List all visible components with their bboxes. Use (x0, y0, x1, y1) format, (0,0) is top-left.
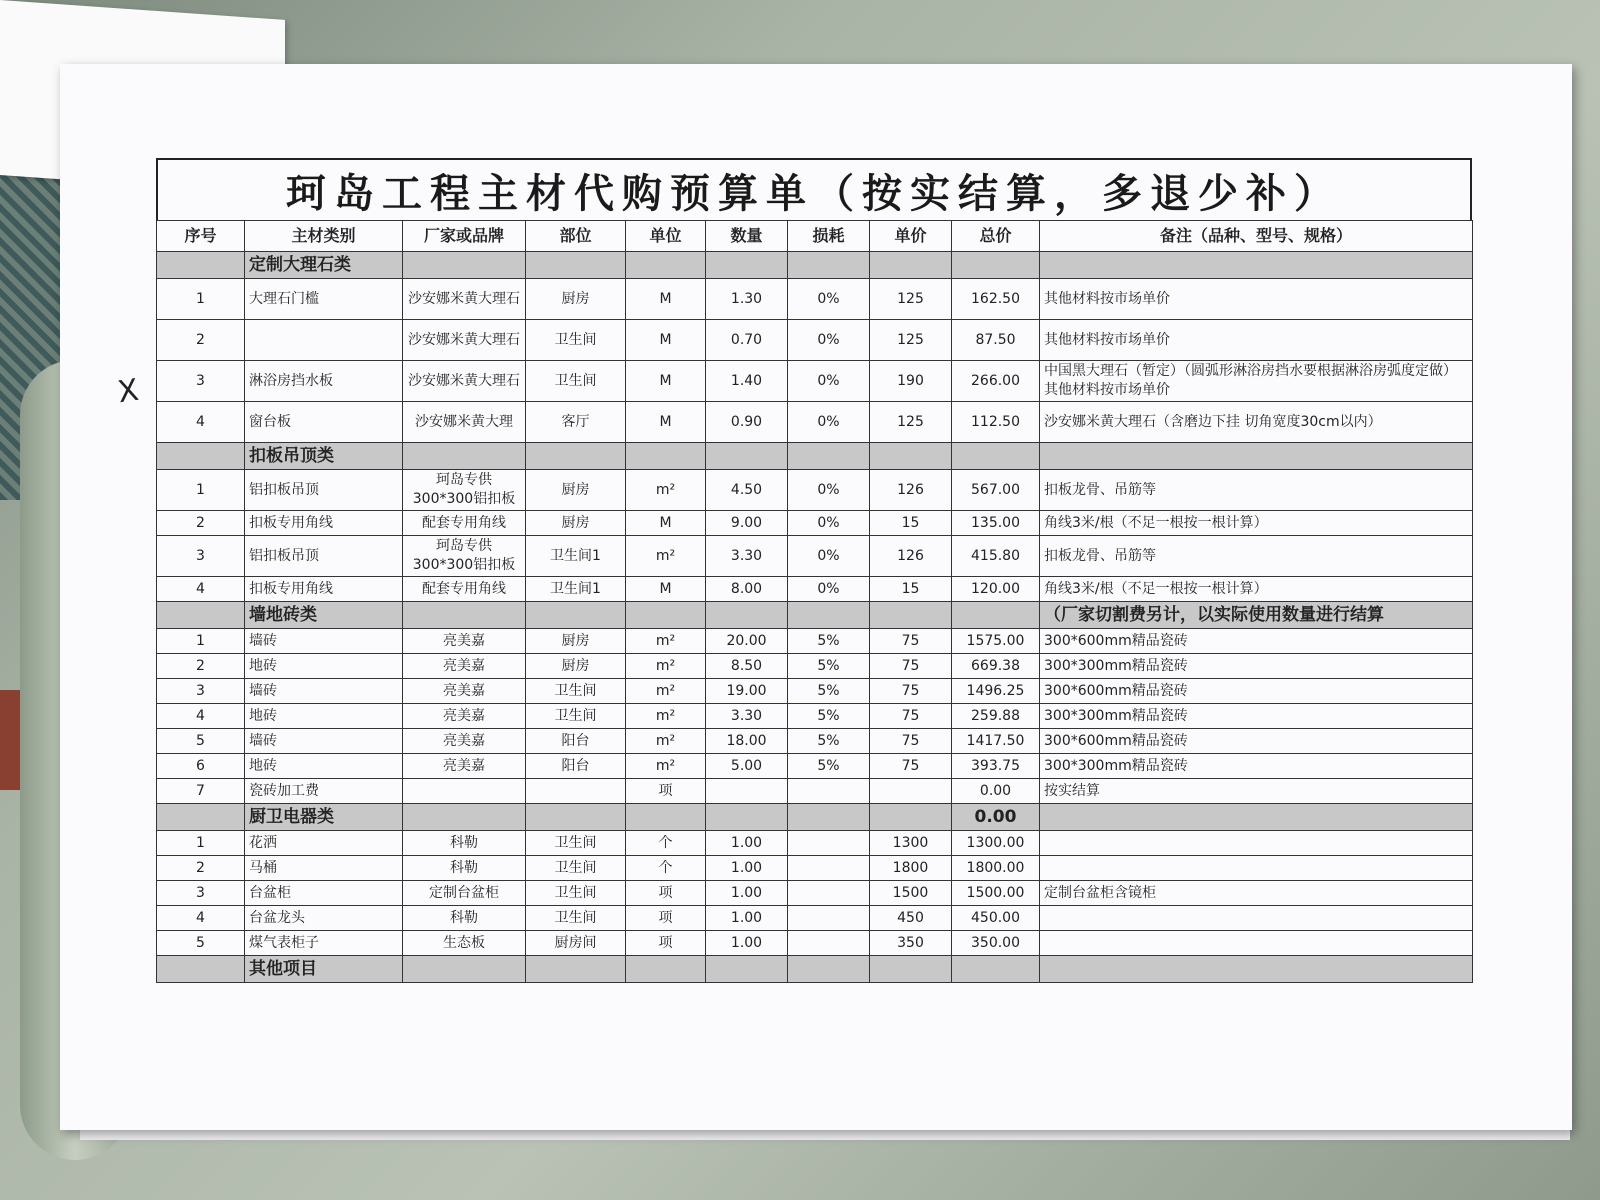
section-note (1040, 804, 1473, 831)
cell-unit: M (626, 279, 706, 320)
section-cell (403, 804, 526, 831)
cell-qty: 3.30 (706, 704, 788, 729)
cell-no: 3 (157, 536, 245, 577)
cell-price: 126 (870, 536, 952, 577)
table-row (157, 754, 1473, 779)
cell-remark: 300*300mm精品瓷砖 (1040, 754, 1473, 779)
cell-qty: 9.00 (706, 511, 788, 536)
cell-qty: 4.50 (706, 470, 788, 511)
cell-brand: 珂岛专供300*300铝扣板 (403, 536, 526, 577)
cell-price: 1800 (870, 856, 952, 881)
cell-unit: m² (626, 754, 706, 779)
section-name: 定制大理石类 (245, 252, 403, 279)
cell-unit: m² (626, 704, 706, 729)
cell-price: 190 (870, 361, 952, 402)
cell-remark: 300*600mm精品瓷砖 (1040, 729, 1473, 754)
cell-no: 4 (157, 906, 245, 931)
cell-brand (403, 779, 526, 804)
cell-loc: 卫生间1 (526, 577, 626, 602)
cell-loc: 卫生间 (526, 831, 626, 856)
cell-price: 125 (870, 402, 952, 443)
cell-loc: 卫生间 (526, 361, 626, 402)
cell-brand: 亮美嘉 (403, 729, 526, 754)
budget-sheet-paper (60, 64, 1572, 1130)
cell-loss: 5% (788, 704, 870, 729)
cell-cat: 煤气表柜子 (245, 931, 403, 956)
cell-qty (706, 779, 788, 804)
cell-no: 2 (157, 856, 245, 881)
cell-total: 450.00 (952, 906, 1040, 931)
section-cell (706, 252, 788, 279)
cell-brand: 沙安娜米黄大理石 (403, 320, 526, 361)
cell-unit: 项 (626, 881, 706, 906)
section-cell (870, 804, 952, 831)
section-cell (788, 602, 870, 629)
cell-total: 162.50 (952, 279, 1040, 320)
cell-price: 125 (870, 320, 952, 361)
cell-remark: 扣板龙骨、吊筋等 (1040, 470, 1473, 511)
section-cell (626, 602, 706, 629)
cell-loc: 厨房 (526, 470, 626, 511)
cell-price: 75 (870, 679, 952, 704)
cell-brand: 科勒 (403, 831, 526, 856)
cell-loss: 0% (788, 320, 870, 361)
section-cell (870, 602, 952, 629)
section-cell (526, 804, 626, 831)
column-header: 备注（品种、型号、规格） (1040, 221, 1473, 252)
cell-total: 1496.25 (952, 679, 1040, 704)
section-cell (870, 956, 952, 983)
cell-loss: 0% (788, 470, 870, 511)
cell-remark (1040, 931, 1473, 956)
section-cell (626, 804, 706, 831)
cell-loc: 卫生间 (526, 856, 626, 881)
cell-loss (788, 881, 870, 906)
table-row (157, 881, 1473, 906)
cell-no: 1 (157, 279, 245, 320)
cell-cat: 台盆龙头 (245, 906, 403, 931)
cell-unit: m² (626, 729, 706, 754)
cell-unit: m² (626, 470, 706, 511)
cell-no: 7 (157, 779, 245, 804)
cell-brand: 科勒 (403, 856, 526, 881)
cell-loss (788, 831, 870, 856)
table-row (157, 511, 1473, 536)
section-note: （厂家切割费另计，以实际使用数量进行结算 (1040, 602, 1473, 629)
cell-total: 87.50 (952, 320, 1040, 361)
section-cell (788, 443, 870, 470)
cell-remark: 其他材料按市场单价 (1040, 279, 1473, 320)
cell-no: 3 (157, 881, 245, 906)
cell-total: 1417.50 (952, 729, 1040, 754)
table-row (157, 320, 1473, 361)
cell-qty: 1.00 (706, 881, 788, 906)
cell-cat: 铝扣板吊顶 (245, 470, 403, 511)
cell-brand: 沙安娜米黄大理石 (403, 279, 526, 320)
table-row (157, 729, 1473, 754)
section-cell (626, 956, 706, 983)
cell-cat: 淋浴房挡水板 (245, 361, 403, 402)
cell-brand: 科勒 (403, 906, 526, 931)
section-cell (526, 602, 626, 629)
cell-brand: 沙安娜米黄大理石 (403, 361, 526, 402)
cell-cat: 马桶 (245, 856, 403, 881)
cell-qty: 20.00 (706, 629, 788, 654)
cell-qty: 5.00 (706, 754, 788, 779)
section-total: 0.00 (952, 804, 1040, 831)
table-row (157, 931, 1473, 956)
cell-remark (1040, 831, 1473, 856)
cell-cat: 台盆柜 (245, 881, 403, 906)
cell-qty: 0.90 (706, 402, 788, 443)
section-cell (870, 443, 952, 470)
cell-remark: 沙安娜米黄大理石（含磨边下挂 切角宽度30cm以内） (1040, 402, 1473, 443)
cell-unit: m² (626, 536, 706, 577)
cell-loc: 厨房间 (526, 931, 626, 956)
cell-brand: 生态板 (403, 931, 526, 956)
cell-cat: 花洒 (245, 831, 403, 856)
cell-loc: 卫生间 (526, 704, 626, 729)
cell-total: 1500.00 (952, 881, 1040, 906)
cell-qty: 3.30 (706, 536, 788, 577)
cell-remark: 300*300mm精品瓷砖 (1040, 704, 1473, 729)
cell-brand: 亮美嘉 (403, 679, 526, 704)
cell-remark: 300*300mm精品瓷砖 (1040, 654, 1473, 679)
budget-table-wrapper (156, 158, 1472, 983)
cell-brand: 配套专用角线 (403, 577, 526, 602)
cell-brand: 配套专用角线 (403, 511, 526, 536)
cell-total: 135.00 (952, 511, 1040, 536)
cell-qty: 8.00 (706, 577, 788, 602)
section-cell (526, 443, 626, 470)
cell-loc (526, 779, 626, 804)
cell-price: 1500 (870, 881, 952, 906)
cell-loc: 客厅 (526, 402, 626, 443)
cell-unit: m² (626, 654, 706, 679)
section-cell (706, 804, 788, 831)
section-cell (788, 252, 870, 279)
cell-remark: 中国黑大理石（暂定）（圆弧形淋浴房挡水要根据淋浴房弧度定做）其他材料按市场单价 (1040, 361, 1473, 402)
cell-cat: 墙砖 (245, 629, 403, 654)
section-name: 其他项目 (245, 956, 403, 983)
cell-qty: 0.70 (706, 320, 788, 361)
cell-price: 75 (870, 754, 952, 779)
cell-no: 2 (157, 320, 245, 361)
cell-loc: 厨房 (526, 511, 626, 536)
cell-price: 450 (870, 906, 952, 931)
cell-loss: 0% (788, 361, 870, 402)
cell-unit: 个 (626, 831, 706, 856)
column-header: 部位 (526, 221, 626, 252)
cell-no: 1 (157, 831, 245, 856)
cell-loc: 卫生间1 (526, 536, 626, 577)
cell-total: 669.38 (952, 654, 1040, 679)
cell-qty: 18.00 (706, 729, 788, 754)
cell-loss: 0% (788, 402, 870, 443)
column-header: 数量 (706, 221, 788, 252)
section-cell (526, 956, 626, 983)
cell-loss (788, 931, 870, 956)
cell-unit: 个 (626, 856, 706, 881)
cell-qty: 1.30 (706, 279, 788, 320)
section-cell (788, 956, 870, 983)
section-cell (157, 804, 245, 831)
cell-price: 125 (870, 279, 952, 320)
cell-loss (788, 779, 870, 804)
section-note (1040, 956, 1473, 983)
table-row (157, 361, 1473, 402)
cell-no: 1 (157, 470, 245, 511)
cell-price (870, 779, 952, 804)
cell-brand: 珂岛专供300*300铝扣板 (403, 470, 526, 511)
cell-loss: 5% (788, 654, 870, 679)
section-total (952, 252, 1040, 279)
cell-no: 6 (157, 754, 245, 779)
cell-loc: 卫生间 (526, 679, 626, 704)
section-total (952, 956, 1040, 983)
cell-loss: 0% (788, 536, 870, 577)
column-header: 单位 (626, 221, 706, 252)
section-cell (157, 956, 245, 983)
section-total (952, 443, 1040, 470)
cell-qty: 19.00 (706, 679, 788, 704)
cell-loss (788, 856, 870, 881)
section-cell (157, 252, 245, 279)
cell-loc: 卫生间 (526, 320, 626, 361)
section-header-row (157, 804, 1473, 831)
cell-price: 15 (870, 511, 952, 536)
cell-remark: 其他材料按市场单价 (1040, 320, 1473, 361)
cell-no: 3 (157, 361, 245, 402)
column-header: 损耗 (788, 221, 870, 252)
cell-cat: 墙砖 (245, 729, 403, 754)
cell-remark (1040, 906, 1473, 931)
section-cell (157, 602, 245, 629)
cell-price: 126 (870, 470, 952, 511)
budget-table (156, 220, 1473, 983)
table-row (157, 831, 1473, 856)
cell-no: 1 (157, 629, 245, 654)
table-row (157, 279, 1473, 320)
cell-no: 5 (157, 729, 245, 754)
cell-total: 350.00 (952, 931, 1040, 956)
section-note (1040, 252, 1473, 279)
cell-unit: 项 (626, 931, 706, 956)
section-name: 扣板吊顶类 (245, 443, 403, 470)
table-row (157, 470, 1473, 511)
table-header (157, 221, 1473, 252)
cell-unit: M (626, 577, 706, 602)
cell-no: 3 (157, 679, 245, 704)
cell-unit: M (626, 361, 706, 402)
cell-unit: 项 (626, 906, 706, 931)
table-row (157, 536, 1473, 577)
cell-qty: 1.00 (706, 831, 788, 856)
cell-brand: 沙安娜米黄大理 (403, 402, 526, 443)
table-row (157, 679, 1473, 704)
cell-loss: 5% (788, 729, 870, 754)
table-row (157, 402, 1473, 443)
cell-brand: 亮美嘉 (403, 754, 526, 779)
cell-remark: 300*600mm精品瓷砖 (1040, 629, 1473, 654)
cell-loss: 0% (788, 511, 870, 536)
cell-price: 75 (870, 704, 952, 729)
cell-qty: 1.00 (706, 856, 788, 881)
cell-loss: 5% (788, 629, 870, 654)
cell-qty: 8.50 (706, 654, 788, 679)
section-cell (626, 443, 706, 470)
section-cell (870, 252, 952, 279)
section-cell (403, 956, 526, 983)
cell-remark (1040, 856, 1473, 881)
section-header-row (157, 443, 1473, 470)
cell-price: 75 (870, 629, 952, 654)
cell-price: 15 (870, 577, 952, 602)
cell-no: 2 (157, 654, 245, 679)
section-cell (403, 252, 526, 279)
cell-remark: 扣板龙骨、吊筋等 (1040, 536, 1473, 577)
cell-cat: 墙砖 (245, 679, 403, 704)
cell-total: 567.00 (952, 470, 1040, 511)
cell-price: 350 (870, 931, 952, 956)
cell-cat (245, 320, 403, 361)
table-row (157, 906, 1473, 931)
table-row (157, 779, 1473, 804)
cell-total: 112.50 (952, 402, 1040, 443)
cell-no: 4 (157, 577, 245, 602)
cell-total: 415.80 (952, 536, 1040, 577)
section-name: 墙地砖类 (245, 602, 403, 629)
section-note (1040, 443, 1473, 470)
cell-loss (788, 906, 870, 931)
cell-remark: 角线3米/根（不足一根按一根计算） (1040, 511, 1473, 536)
cell-brand: 亮美嘉 (403, 654, 526, 679)
cell-cat: 扣板专用角线 (245, 577, 403, 602)
section-cell (706, 956, 788, 983)
table-row (157, 629, 1473, 654)
cell-loc: 厨房 (526, 629, 626, 654)
section-cell (626, 252, 706, 279)
cell-loc: 卫生间 (526, 881, 626, 906)
cell-unit: m² (626, 629, 706, 654)
cell-loc: 阳台 (526, 754, 626, 779)
cell-no: 2 (157, 511, 245, 536)
column-header: 厂家或品牌 (403, 221, 526, 252)
cell-qty: 1.40 (706, 361, 788, 402)
section-header-row (157, 252, 1473, 279)
cell-cat: 地砖 (245, 654, 403, 679)
cell-total: 393.75 (952, 754, 1040, 779)
table-row (157, 704, 1473, 729)
table-row (157, 654, 1473, 679)
cell-loc: 阳台 (526, 729, 626, 754)
cell-loss: 5% (788, 679, 870, 704)
cell-loss: 0% (788, 577, 870, 602)
cell-remark: 300*600mm精品瓷砖 (1040, 679, 1473, 704)
cell-loc: 卫生间 (526, 906, 626, 931)
cell-total: 266.00 (952, 361, 1040, 402)
section-header-row (157, 956, 1473, 983)
column-header: 总价 (952, 221, 1040, 252)
section-header-row (157, 602, 1473, 629)
cell-total: 1800.00 (952, 856, 1040, 881)
section-cell (788, 804, 870, 831)
table-row (157, 577, 1473, 602)
cell-cat: 铝扣板吊顶 (245, 536, 403, 577)
cell-remark: 角线3米/根（不足一根按一根计算） (1040, 577, 1473, 602)
table-body (157, 252, 1473, 983)
column-header: 主材类别 (245, 221, 403, 252)
cell-loss: 5% (788, 754, 870, 779)
cell-loc: 厨房 (526, 279, 626, 320)
cell-no: 4 (157, 704, 245, 729)
cell-price: 1300 (870, 831, 952, 856)
sheet-title: 珂岛工程主材代购预算单（按实结算，多退少补） (156, 158, 1472, 220)
cell-qty: 1.00 (706, 931, 788, 956)
handwritten-mark: X (115, 372, 141, 411)
cell-cat: 地砖 (245, 704, 403, 729)
cell-unit: m² (626, 679, 706, 704)
section-name: 厨卫电器类 (245, 804, 403, 831)
section-cell (403, 443, 526, 470)
cell-unit: M (626, 511, 706, 536)
section-cell (706, 602, 788, 629)
cell-brand: 定制台盆柜 (403, 881, 526, 906)
cell-total: 1300.00 (952, 831, 1040, 856)
cell-unit: M (626, 402, 706, 443)
section-cell (526, 252, 626, 279)
cell-cat: 扣板专用角线 (245, 511, 403, 536)
cell-total: 0.00 (952, 779, 1040, 804)
cell-unit: M (626, 320, 706, 361)
cell-total: 259.88 (952, 704, 1040, 729)
cell-total: 1575.00 (952, 629, 1040, 654)
section-total (952, 602, 1040, 629)
cell-no: 5 (157, 931, 245, 956)
cell-cat: 瓷砖加工费 (245, 779, 403, 804)
cell-no: 4 (157, 402, 245, 443)
cell-cat: 窗台板 (245, 402, 403, 443)
cell-unit: 项 (626, 779, 706, 804)
cell-brand: 亮美嘉 (403, 704, 526, 729)
cell-qty: 1.00 (706, 906, 788, 931)
cell-price: 75 (870, 729, 952, 754)
cell-brand: 亮美嘉 (403, 629, 526, 654)
cell-remark: 按实结算 (1040, 779, 1473, 804)
cell-price: 75 (870, 654, 952, 679)
column-header: 序号 (157, 221, 245, 252)
cell-cat: 大理石门槛 (245, 279, 403, 320)
section-cell (157, 443, 245, 470)
section-cell (706, 443, 788, 470)
cell-total: 120.00 (952, 577, 1040, 602)
cell-remark: 定制台盆柜含镜柜 (1040, 881, 1473, 906)
table-row (157, 856, 1473, 881)
cell-cat: 地砖 (245, 754, 403, 779)
cell-loss: 0% (788, 279, 870, 320)
column-header: 单价 (870, 221, 952, 252)
section-cell (403, 602, 526, 629)
cell-loc: 厨房 (526, 654, 626, 679)
